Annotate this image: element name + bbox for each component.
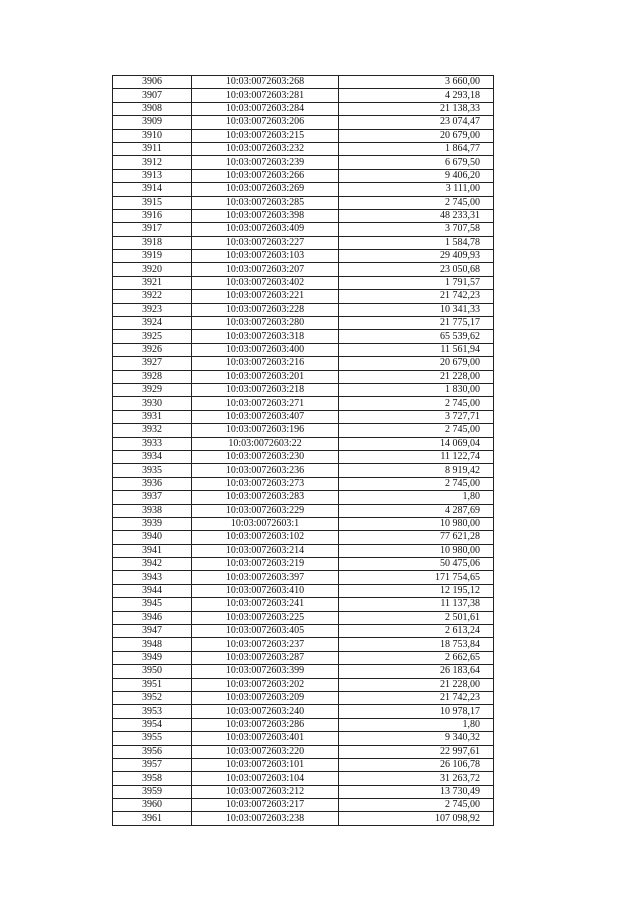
row-number-cell: 3950 [113, 665, 192, 678]
row-number-cell: 3951 [113, 678, 192, 691]
table-row [113, 116, 494, 129]
table-row [113, 558, 494, 571]
amount-cell: 1,80 [339, 718, 494, 731]
table-row [113, 290, 494, 303]
table-row [113, 236, 494, 249]
amount-cell: 2 745,00 [339, 799, 494, 812]
table-row [113, 142, 494, 155]
table-row [113, 424, 494, 437]
cadastral-number-cell: 10:03:0072603:266 [192, 169, 339, 182]
row-number-cell: 3923 [113, 303, 192, 316]
amount-cell: 10 978,17 [339, 705, 494, 718]
table-row [113, 464, 494, 477]
table-row [113, 812, 494, 825]
amount-cell: 2 745,00 [339, 477, 494, 490]
row-number-cell: 3922 [113, 290, 192, 303]
table-row [113, 665, 494, 678]
table-row [113, 156, 494, 169]
row-number-cell: 3928 [113, 370, 192, 383]
cadastral-number-cell: 10:03:0072603:401 [192, 732, 339, 745]
amount-cell: 26 183,64 [339, 665, 494, 678]
table-row [113, 223, 494, 236]
row-number-cell: 3955 [113, 732, 192, 745]
amount-cell: 1 791,57 [339, 276, 494, 289]
row-number-cell: 3960 [113, 799, 192, 812]
cadastral-number-cell: 10:03:0072603:239 [192, 156, 339, 169]
cadastral-number-cell: 10:03:0072603:273 [192, 477, 339, 490]
table-row [113, 571, 494, 584]
row-number-cell: 3930 [113, 397, 192, 410]
cadastral-number-cell: 10:03:0072603:103 [192, 250, 339, 263]
table-row [113, 745, 494, 758]
table-row [113, 691, 494, 704]
cadastral-number-cell: 10:03:0072603:232 [192, 142, 339, 155]
row-number-cell: 3958 [113, 772, 192, 785]
table-row [113, 785, 494, 798]
amount-cell: 8 919,42 [339, 464, 494, 477]
amount-cell: 21 775,17 [339, 317, 494, 330]
cadastral-number-cell: 10:03:0072603:228 [192, 303, 339, 316]
cadastral-number-cell: 10:03:0072603:240 [192, 705, 339, 718]
row-number-cell: 3914 [113, 183, 192, 196]
row-number-cell: 3917 [113, 223, 192, 236]
table-row [113, 678, 494, 691]
table-row [113, 491, 494, 504]
cadastral-number-cell: 10:03:0072603:22 [192, 437, 339, 450]
amount-cell: 9 340,32 [339, 732, 494, 745]
amount-cell: 21 228,00 [339, 370, 494, 383]
table-row [113, 183, 494, 196]
amount-cell: 20 679,00 [339, 129, 494, 142]
amount-cell: 1 864,77 [339, 142, 494, 155]
amount-cell: 2 501,61 [339, 611, 494, 624]
cadastral-number-cell: 10:03:0072603:281 [192, 89, 339, 102]
table-row [113, 504, 494, 517]
amount-cell: 14 069,04 [339, 437, 494, 450]
cadastral-number-cell: 10:03:0072603:284 [192, 102, 339, 115]
cadastral-number-cell: 10:03:0072603:402 [192, 276, 339, 289]
row-number-cell: 3908 [113, 102, 192, 115]
amount-cell: 2 745,00 [339, 424, 494, 437]
table-row [113, 758, 494, 771]
cadastral-number-cell: 10:03:0072603:1 [192, 517, 339, 530]
cadastral-number-cell: 10:03:0072603:269 [192, 183, 339, 196]
row-number-cell: 3953 [113, 705, 192, 718]
table-row [113, 76, 494, 89]
amount-cell: 2 613,24 [339, 625, 494, 638]
cadastral-number-cell: 10:03:0072603:104 [192, 772, 339, 785]
amount-cell: 3 707,58 [339, 223, 494, 236]
amount-cell: 12 195,12 [339, 584, 494, 597]
amount-cell: 23 050,68 [339, 263, 494, 276]
row-number-cell: 3946 [113, 611, 192, 624]
cadastral-number-cell: 10:03:0072603:101 [192, 758, 339, 771]
cadastral-number-cell: 10:03:0072603:410 [192, 584, 339, 597]
row-number-cell: 3940 [113, 531, 192, 544]
cadastral-number-cell: 10:03:0072603:236 [192, 464, 339, 477]
table-row [113, 544, 494, 557]
amount-cell: 48 233,31 [339, 209, 494, 222]
cadastral-number-cell: 10:03:0072603:217 [192, 799, 339, 812]
amount-cell: 21 742,23 [339, 691, 494, 704]
cadastral-table [112, 75, 494, 826]
row-number-cell: 3942 [113, 558, 192, 571]
amount-cell: 13 730,49 [339, 785, 494, 798]
amount-cell: 10 980,00 [339, 517, 494, 530]
table-row [113, 638, 494, 651]
amount-cell: 18 753,84 [339, 638, 494, 651]
amount-cell: 65 539,62 [339, 330, 494, 343]
row-number-cell: 3913 [113, 169, 192, 182]
row-number-cell: 3934 [113, 450, 192, 463]
table-row [113, 276, 494, 289]
amount-cell: 3 727,71 [339, 410, 494, 423]
table-row [113, 450, 494, 463]
table-row [113, 611, 494, 624]
cadastral-number-cell: 10:03:0072603:409 [192, 223, 339, 236]
row-number-cell: 3954 [113, 718, 192, 731]
row-number-cell: 3910 [113, 129, 192, 142]
table-row [113, 531, 494, 544]
table-row [113, 410, 494, 423]
amount-cell: 1 830,00 [339, 383, 494, 396]
amount-cell: 2 745,00 [339, 196, 494, 209]
amount-cell: 2 662,65 [339, 651, 494, 664]
row-number-cell: 3912 [113, 156, 192, 169]
amount-cell: 50 475,06 [339, 558, 494, 571]
amount-cell: 107 098,92 [339, 812, 494, 825]
row-number-cell: 3959 [113, 785, 192, 798]
row-number-cell: 3945 [113, 598, 192, 611]
row-number-cell: 3918 [113, 236, 192, 249]
cadastral-number-cell: 10:03:0072603:206 [192, 116, 339, 129]
row-number-cell: 3938 [113, 504, 192, 517]
table-row [113, 517, 494, 530]
amount-cell: 77 621,28 [339, 531, 494, 544]
row-number-cell: 3947 [113, 625, 192, 638]
row-number-cell: 3961 [113, 812, 192, 825]
cadastral-number-cell: 10:03:0072603:215 [192, 129, 339, 142]
row-number-cell: 3915 [113, 196, 192, 209]
table-row [113, 303, 494, 316]
table-row [113, 383, 494, 396]
cadastral-number-cell: 10:03:0072603:202 [192, 678, 339, 691]
cadastral-number-cell: 10:03:0072603:398 [192, 209, 339, 222]
amount-cell: 11 122,74 [339, 450, 494, 463]
table-row [113, 397, 494, 410]
table-row [113, 89, 494, 102]
cadastral-number-cell: 10:03:0072603:209 [192, 691, 339, 704]
cadastral-number-cell: 10:03:0072603:286 [192, 718, 339, 731]
row-number-cell: 3931 [113, 410, 192, 423]
row-number-cell: 3920 [113, 263, 192, 276]
table-row [113, 625, 494, 638]
row-number-cell: 3952 [113, 691, 192, 704]
amount-cell: 4 287,69 [339, 504, 494, 517]
cadastral-number-cell: 10:03:0072603:221 [192, 290, 339, 303]
amount-cell: 2 745,00 [339, 397, 494, 410]
table-row [113, 343, 494, 356]
amount-cell: 21 228,00 [339, 678, 494, 691]
amount-cell: 31 263,72 [339, 772, 494, 785]
amount-cell: 9 406,20 [339, 169, 494, 182]
row-number-cell: 3949 [113, 651, 192, 664]
amount-cell: 29 409,93 [339, 250, 494, 263]
cadastral-number-cell: 10:03:0072603:405 [192, 625, 339, 638]
row-number-cell: 3948 [113, 638, 192, 651]
cadastral-number-cell: 10:03:0072603:268 [192, 76, 339, 89]
cadastral-number-cell: 10:03:0072603:227 [192, 236, 339, 249]
cadastral-number-cell: 10:03:0072603:207 [192, 263, 339, 276]
amount-cell: 21 138,33 [339, 102, 494, 115]
table-row [113, 370, 494, 383]
table-body [113, 76, 494, 826]
cadastral-number-cell: 10:03:0072603:218 [192, 383, 339, 396]
row-number-cell: 3925 [113, 330, 192, 343]
cadastral-number-cell: 10:03:0072603:280 [192, 317, 339, 330]
table-row [113, 772, 494, 785]
row-number-cell: 3935 [113, 464, 192, 477]
amount-cell: 3 111,00 [339, 183, 494, 196]
table-row [113, 437, 494, 450]
row-number-cell: 3916 [113, 209, 192, 222]
row-number-cell: 3907 [113, 89, 192, 102]
amount-cell: 23 074,47 [339, 116, 494, 129]
row-number-cell: 3957 [113, 758, 192, 771]
table-row [113, 209, 494, 222]
table-row [113, 250, 494, 263]
cadastral-number-cell: 10:03:0072603:102 [192, 531, 339, 544]
cadastral-number-cell: 10:03:0072603:219 [192, 558, 339, 571]
cadastral-number-cell: 10:03:0072603:201 [192, 370, 339, 383]
table-row [113, 196, 494, 209]
row-number-cell: 3926 [113, 343, 192, 356]
table-row [113, 330, 494, 343]
table-row [113, 169, 494, 182]
cadastral-number-cell: 10:03:0072603:400 [192, 343, 339, 356]
table-row [113, 263, 494, 276]
table-row [113, 705, 494, 718]
table-row [113, 718, 494, 731]
cadastral-number-cell: 10:03:0072603:230 [192, 450, 339, 463]
amount-cell: 171 754,65 [339, 571, 494, 584]
amount-cell: 1 584,78 [339, 236, 494, 249]
amount-cell: 11 561,94 [339, 343, 494, 356]
row-number-cell: 3927 [113, 357, 192, 370]
amount-cell: 1,80 [339, 491, 494, 504]
cadastral-number-cell: 10:03:0072603:225 [192, 611, 339, 624]
row-number-cell: 3929 [113, 383, 192, 396]
row-number-cell: 3932 [113, 424, 192, 437]
amount-cell: 10 980,00 [339, 544, 494, 557]
row-number-cell: 3944 [113, 584, 192, 597]
table-row [113, 129, 494, 142]
table-row [113, 317, 494, 330]
table-row [113, 651, 494, 664]
row-number-cell: 3919 [113, 250, 192, 263]
cadastral-number-cell: 10:03:0072603:287 [192, 651, 339, 664]
amount-cell: 21 742,23 [339, 290, 494, 303]
row-number-cell: 3943 [113, 571, 192, 584]
amount-cell: 3 660,00 [339, 76, 494, 89]
row-number-cell: 3939 [113, 517, 192, 530]
cadastral-number-cell: 10:03:0072603:318 [192, 330, 339, 343]
table-row [113, 477, 494, 490]
row-number-cell: 3924 [113, 317, 192, 330]
table-row [113, 102, 494, 115]
cadastral-number-cell: 10:03:0072603:216 [192, 357, 339, 370]
amount-cell: 20 679,00 [339, 357, 494, 370]
amount-cell: 11 137,38 [339, 598, 494, 611]
amount-cell: 22 997,61 [339, 745, 494, 758]
table-row [113, 357, 494, 370]
row-number-cell: 3921 [113, 276, 192, 289]
cadastral-number-cell: 10:03:0072603:214 [192, 544, 339, 557]
cadastral-number-cell: 10:03:0072603:220 [192, 745, 339, 758]
cadastral-number-cell: 10:03:0072603:237 [192, 638, 339, 651]
amount-cell: 10 341,33 [339, 303, 494, 316]
row-number-cell: 3909 [113, 116, 192, 129]
row-number-cell: 3941 [113, 544, 192, 557]
cadastral-number-cell: 10:03:0072603:212 [192, 785, 339, 798]
row-number-cell: 3956 [113, 745, 192, 758]
table-row [113, 732, 494, 745]
table-row [113, 799, 494, 812]
cadastral-number-cell: 10:03:0072603:397 [192, 571, 339, 584]
table-row [113, 584, 494, 597]
cadastral-number-cell: 10:03:0072603:399 [192, 665, 339, 678]
row-number-cell: 3937 [113, 491, 192, 504]
cadastral-number-cell: 10:03:0072603:283 [192, 491, 339, 504]
cadastral-number-cell: 10:03:0072603:238 [192, 812, 339, 825]
table-row [113, 598, 494, 611]
cadastral-number-cell: 10:03:0072603:196 [192, 424, 339, 437]
amount-cell: 6 679,50 [339, 156, 494, 169]
cadastral-number-cell: 10:03:0072603:229 [192, 504, 339, 517]
cadastral-number-cell: 10:03:0072603:285 [192, 196, 339, 209]
row-number-cell: 3936 [113, 477, 192, 490]
cadastral-number-cell: 10:03:0072603:407 [192, 410, 339, 423]
row-number-cell: 3933 [113, 437, 192, 450]
cadastral-number-cell: 10:03:0072603:241 [192, 598, 339, 611]
amount-cell: 26 106,78 [339, 758, 494, 771]
cadastral-number-cell: 10:03:0072603:271 [192, 397, 339, 410]
row-number-cell: 3911 [113, 142, 192, 155]
row-number-cell: 3906 [113, 76, 192, 89]
amount-cell: 4 293,18 [339, 89, 494, 102]
